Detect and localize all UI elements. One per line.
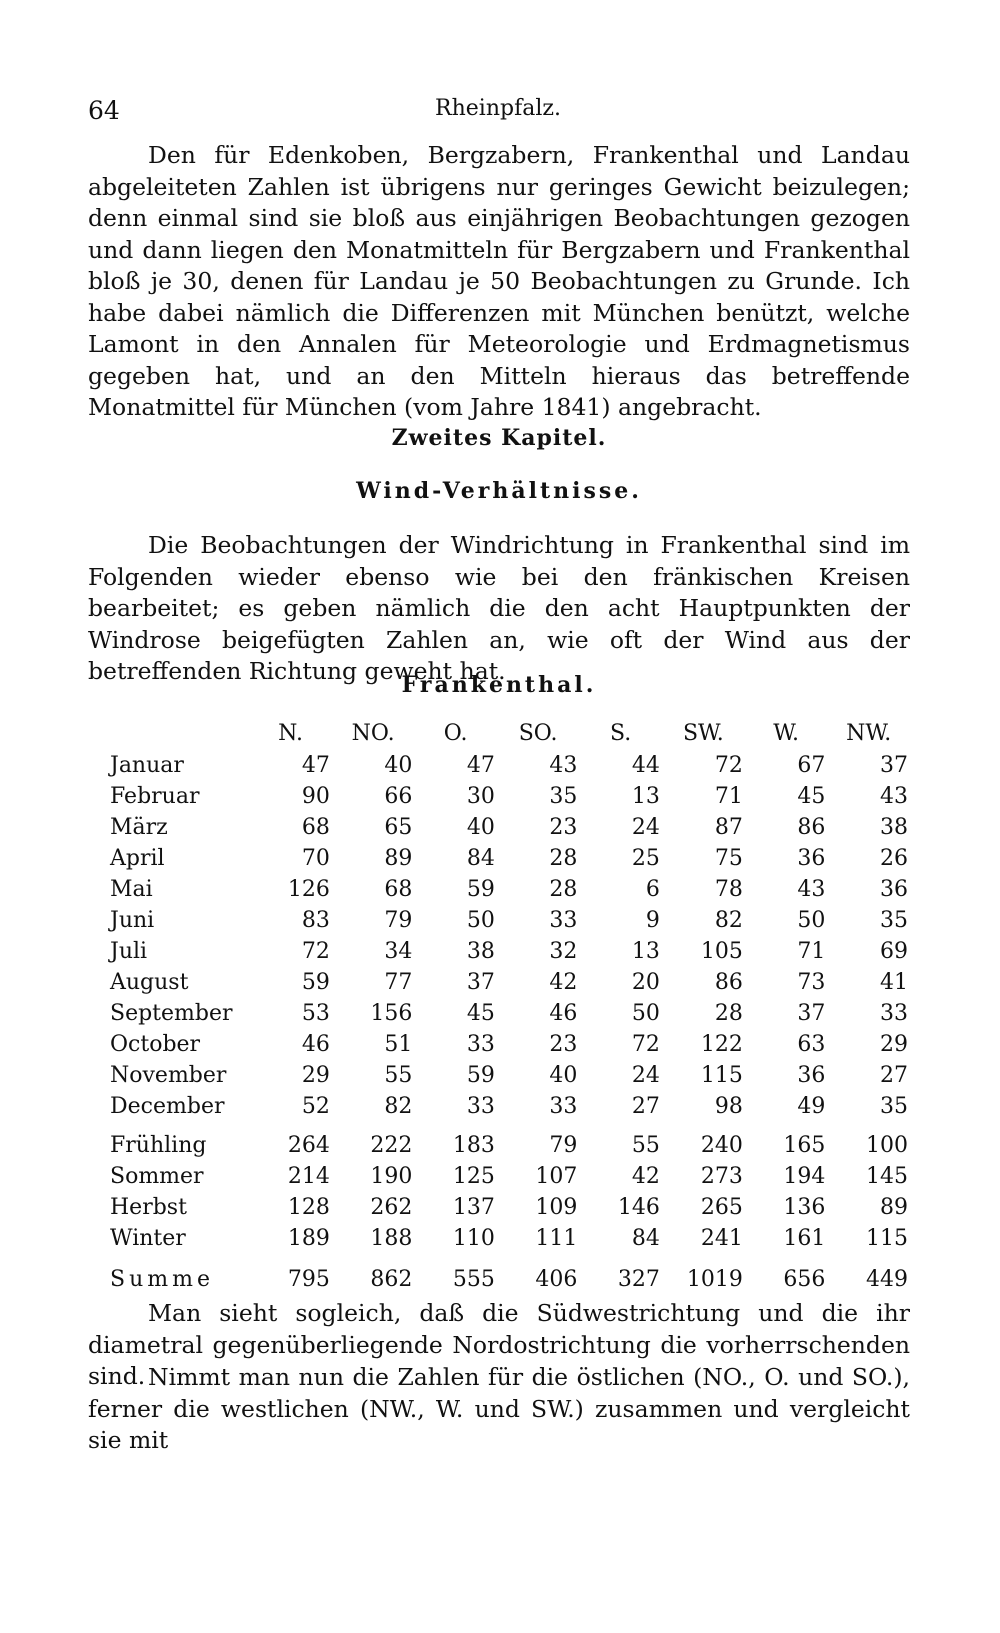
table-cell: 86	[714, 970, 743, 995]
table-cell: 82	[714, 908, 743, 933]
row-label: September	[110, 1001, 233, 1026]
table-row	[110, 874, 910, 905]
table-row	[110, 750, 910, 781]
table-cell: 70	[301, 846, 330, 871]
table-cell: 82	[384, 1094, 413, 1119]
table-cell: 862	[370, 1267, 413, 1292]
row-label: Sommer	[110, 1164, 204, 1189]
table-cell: 98	[714, 1094, 743, 1119]
table-cell: 67	[797, 753, 826, 778]
table-cell: 78	[714, 877, 743, 902]
header-blank	[110, 716, 249, 750]
table-cell: 136	[783, 1195, 826, 1220]
table-cell: 28	[714, 1001, 743, 1026]
table-body	[110, 750, 910, 1295]
table-cell: 35	[549, 784, 578, 809]
table-cell: 43	[797, 877, 826, 902]
table-cell: 105	[700, 939, 743, 964]
table-cell: 35	[880, 908, 908, 933]
table-cell: 115	[700, 1063, 743, 1088]
table-cell: 37	[880, 753, 908, 778]
table-row	[110, 1122, 910, 1161]
row-label: Summe	[110, 1267, 214, 1292]
table-cell: 125	[452, 1164, 495, 1189]
table-row	[110, 1060, 910, 1091]
table-row	[110, 812, 910, 843]
col-header: SW.	[682, 720, 724, 746]
table-cell: 28	[549, 846, 578, 871]
table-cell: 84	[631, 1226, 660, 1251]
table-cell: 47	[466, 753, 495, 778]
table-cell: 28	[549, 877, 578, 902]
table-cell: 34	[384, 939, 413, 964]
table-cell: 89	[384, 846, 413, 871]
chapter-heading: Zweites Kapitel.	[391, 425, 607, 451]
table-cell: 26	[880, 846, 908, 871]
table-cell: 273	[700, 1164, 743, 1189]
running-head: Rheinpfalz.	[435, 96, 561, 121]
col-header: S.	[609, 720, 632, 746]
table-cell: 25	[631, 846, 660, 871]
table-row	[110, 936, 910, 967]
table-cell: 37	[797, 1001, 826, 1026]
table-cell: 45	[797, 784, 826, 809]
table-cell: 24	[631, 1063, 660, 1088]
row-label: Januar	[110, 753, 184, 778]
table-cell: 38	[466, 939, 495, 964]
table-row	[110, 1254, 910, 1295]
table-cell: 55	[631, 1133, 660, 1158]
col-header: NO.	[351, 720, 395, 746]
table-cell: 145	[866, 1164, 908, 1189]
table-cell: 71	[797, 939, 826, 964]
table-cell: 656	[783, 1267, 826, 1292]
paragraph-continuation: Nimmt man nun die Zahlen für die östlichen (NO., O. und SO.), ferner die westlichen (NW., W. und SW.) zusammen und vergleicht sie mit	[88, 1363, 910, 1454]
row-label: November	[110, 1063, 227, 1088]
table-cell: 49	[797, 1094, 826, 1119]
table-row	[110, 1029, 910, 1060]
table-cell: 50	[631, 1001, 660, 1026]
table-cell: 40	[384, 753, 413, 778]
table-cell: 194	[783, 1164, 826, 1189]
table-cell: 126	[287, 877, 330, 902]
table-cell: 33	[549, 908, 578, 933]
table-row	[110, 967, 910, 998]
table-cell: 59	[466, 877, 495, 902]
table-cell: 9	[645, 908, 660, 933]
table-cell: 59	[466, 1063, 495, 1088]
table-cell: 32	[549, 939, 578, 964]
table-cell: 406	[535, 1267, 578, 1292]
table-cell: 36	[880, 877, 908, 902]
col-header: W.	[773, 720, 799, 746]
table-cell: 89	[880, 1195, 908, 1220]
row-label: Winter	[110, 1226, 186, 1251]
row-label: April	[110, 846, 165, 871]
table-cell: 40	[466, 815, 495, 840]
table-row	[110, 998, 910, 1029]
table-cell: 33	[466, 1032, 495, 1057]
row-label: December	[110, 1094, 225, 1119]
table-cell: 29	[880, 1032, 908, 1057]
table-cell: 161	[783, 1226, 826, 1251]
table-cell: 77	[384, 970, 413, 995]
row-label: Juni	[110, 908, 155, 933]
row-label: Mai	[110, 877, 153, 902]
table-cell: 66	[384, 784, 413, 809]
table-cell: 115	[866, 1226, 908, 1251]
table-cell: 52	[301, 1094, 330, 1119]
wind-direction-table	[110, 716, 910, 1295]
table-cell: 87	[714, 815, 743, 840]
table-cell: 46	[549, 1001, 578, 1026]
table-cell: 35	[880, 1094, 908, 1119]
page-header	[88, 96, 908, 132]
row-label: Februar	[110, 784, 200, 809]
paragraph-method: Die Beobachtungen der Windrichtung in Frankenthal sind im Folgenden wieder ebenso wie bei den fränkischen Kreisen bearbeitet; es geben nämlich die den acht Hauptpunkten der Windrose beigefügten Zahlen an, wie oft der Wind aus der betreffenden Richtung geweht hat.	[88, 531, 910, 685]
table-cell: 214	[287, 1164, 330, 1189]
table-cell: 71	[714, 784, 743, 809]
table-cell: 27	[631, 1094, 660, 1119]
paragraph-conclusion: Man sieht sogleich, daß die Südwestrichtung und die ihr diametral gegenüberliegende Nordostrichtung die vorherrschenden sind.	[88, 1299, 910, 1390]
table-cell: 33	[880, 1001, 908, 1026]
row-label: Frühling	[110, 1133, 207, 1158]
table-cell: 90	[301, 784, 330, 809]
table-row	[110, 1161, 910, 1192]
table-cell: 50	[466, 908, 495, 933]
table-cell: 6	[645, 877, 660, 902]
table-row	[110, 843, 910, 874]
table-cell: 43	[880, 784, 908, 809]
table-cell: 43	[549, 753, 578, 778]
table-cell: 79	[549, 1133, 578, 1158]
table-title: Frankenthal.	[401, 672, 597, 698]
table-cell: 265	[700, 1195, 743, 1220]
table-cell: 65	[384, 815, 413, 840]
row-label: März	[110, 815, 168, 840]
table-cell: 33	[466, 1094, 495, 1119]
section-heading: Wind-Verhältnisse.	[356, 478, 642, 504]
col-header: N.	[278, 720, 304, 746]
table-cell: 73	[797, 970, 826, 995]
col-header: SO.	[518, 720, 558, 746]
table-cell: 13	[631, 784, 660, 809]
table-cell: 241	[700, 1226, 743, 1251]
table-header-row	[110, 716, 910, 750]
table-cell: 83	[301, 908, 330, 933]
table-cell: 13	[631, 939, 660, 964]
table-cell: 63	[797, 1032, 826, 1057]
table-cell: 45	[466, 1001, 495, 1026]
row-label: August	[110, 970, 189, 995]
col-header: O.	[443, 720, 468, 746]
table-cell: 59	[301, 970, 330, 995]
table-cell: 41	[880, 970, 908, 995]
table-cell: 109	[535, 1195, 578, 1220]
table-row	[110, 1091, 910, 1122]
table-row	[110, 781, 910, 812]
table-cell: 128	[287, 1195, 330, 1220]
table-cell: 79	[384, 908, 413, 933]
table-cell: 86	[797, 815, 826, 840]
table-cell: 555	[452, 1267, 495, 1292]
table-cell: 183	[452, 1133, 495, 1158]
table-cell: 20	[631, 970, 660, 995]
table-cell: 42	[631, 1164, 660, 1189]
table-cell: 795	[287, 1267, 330, 1292]
table-cell: 46	[301, 1032, 330, 1057]
table-cell: 72	[714, 753, 743, 778]
table-cell: 36	[797, 846, 826, 871]
table-cell: 23	[549, 815, 578, 840]
table-cell: 68	[301, 815, 330, 840]
col-header: NW.	[846, 720, 892, 746]
table-cell: 137	[452, 1195, 495, 1220]
table-row	[110, 1192, 910, 1223]
table-cell: 24	[631, 815, 660, 840]
table-cell: 100	[866, 1133, 908, 1158]
table-cell: 240	[700, 1133, 743, 1158]
table-cell: 36	[797, 1063, 826, 1088]
table-cell: 27	[880, 1063, 908, 1088]
table-cell: 51	[384, 1032, 413, 1057]
row-label: Juli	[110, 939, 148, 964]
table-cell: 38	[880, 815, 908, 840]
table-cell: 449	[866, 1267, 908, 1292]
table-cell: 107	[535, 1164, 578, 1189]
table-cell: 189	[287, 1226, 330, 1251]
table-cell: 165	[783, 1133, 826, 1158]
table-row	[110, 905, 910, 936]
page-number: 64	[88, 96, 120, 125]
table-cell: 72	[631, 1032, 660, 1057]
table-cell: 33	[549, 1094, 578, 1119]
table-cell: 222	[370, 1133, 413, 1158]
table-cell: 264	[287, 1133, 330, 1158]
table-cell: 40	[549, 1063, 578, 1088]
table-cell: 68	[384, 877, 413, 902]
table-cell: 53	[301, 1001, 330, 1026]
table-cell: 156	[370, 1001, 413, 1026]
paragraph-intro: Den für Edenkoben, Bergzabern, Frankenthal und Landau abgeleiteten Zahlen ist übrigens nur geringes Gewicht beizulegen; denn einmal sind sie bloß aus einjährigen Beobachtungen gezogen und dann liegen den Monatmitteln für Bergzabern und Frankenthal bloß je 30, denen für Landau je 50 Beobachtungen zu Grunde. Ich habe dabei nämlich die Differenzen mit München benützt, welche Lamont in den Annalen für Meteorologie und Erdmagnetismus gegeben hat, und an den Mitteln hieraus das betreffende Monatmittel für München (vom Jahre 1841) angebracht.	[88, 141, 910, 421]
table-cell: 72	[301, 939, 330, 964]
table-cell: 29	[301, 1063, 330, 1088]
table-row	[110, 1223, 910, 1254]
table-cell: 50	[797, 908, 826, 933]
table-cell: 37	[466, 970, 495, 995]
table-cell: 84	[466, 846, 495, 871]
table-cell: 188	[370, 1226, 413, 1251]
table-cell: 110	[452, 1226, 495, 1251]
table-cell: 262	[370, 1195, 413, 1220]
table-cell: 190	[370, 1164, 413, 1189]
table-cell: 111	[535, 1226, 578, 1251]
table-cell: 327	[617, 1267, 660, 1292]
table-cell: 30	[466, 784, 495, 809]
table-cell: 42	[549, 970, 578, 995]
table-cell: 69	[880, 939, 908, 964]
table-cell: 146	[617, 1195, 660, 1220]
table-cell: 47	[301, 753, 330, 778]
table-cell: 44	[631, 753, 660, 778]
row-label: Herbst	[110, 1195, 187, 1220]
table-cell: 122	[700, 1032, 743, 1057]
table-cell: 75	[714, 846, 743, 871]
table-cell: 23	[549, 1032, 578, 1057]
table-cell: 55	[384, 1063, 413, 1088]
table-cell: 1019	[686, 1267, 743, 1292]
row-label: October	[110, 1032, 201, 1057]
